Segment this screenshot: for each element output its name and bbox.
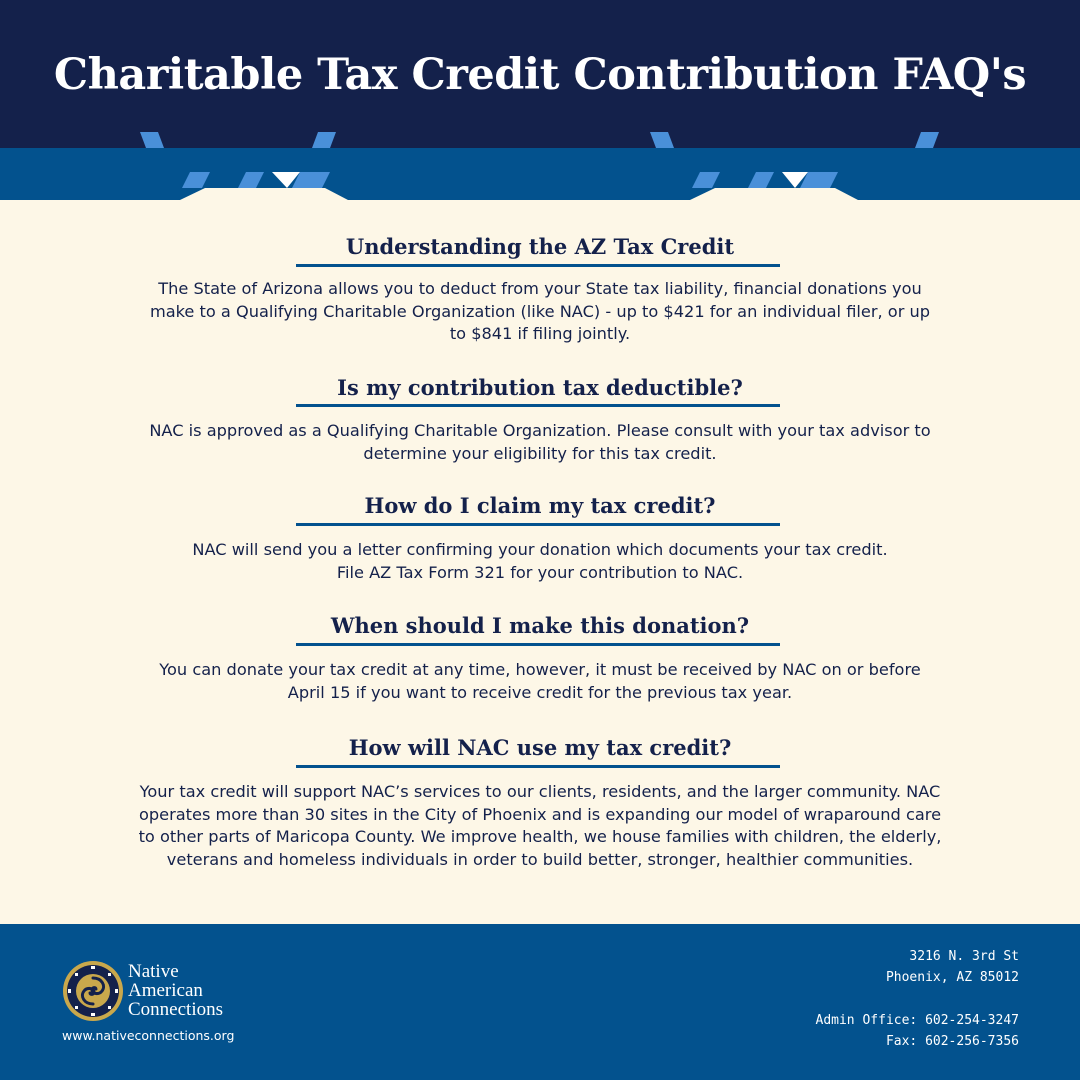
decorative-pattern [0, 128, 1080, 202]
organization-name: Native American Connections [128, 961, 223, 1020]
website-link[interactable]: www.nativeconnections.org [62, 1028, 235, 1043]
address-block [699, 946, 1019, 988]
faq-answer: NAC is approved as a Qualifying Charitable Organization. Please consult with your tax advisor to determine your eligibility for this tax credit. [149, 421, 931, 463]
faq-heading: How will NAC use my tax credit? [348, 735, 732, 760]
faq-answer: Your tax credit will support NAC’s services to our clients, residents, and the larger community. NAC operates more than 30 sites in the City of Phoenix and is expanding our model of wraparound care to other parts of Maricopa County. We improve health, we house families with children, the elderly, veterans and homeless individuals in order to build better, stronger, healthier communities. [138, 782, 942, 869]
heading-underline [296, 643, 780, 646]
address-line: 3216 N. 3rd St [909, 949, 1019, 964]
heading-underline [296, 264, 780, 267]
heading-underline [296, 523, 780, 526]
faq-heading: Is my contribution tax deductible? [337, 375, 743, 400]
faq-heading: When should I make this donation? [330, 613, 750, 638]
heading-underline [296, 765, 780, 768]
fax-number: Fax: 602-256-7356 [885, 1034, 1019, 1049]
page-title: Charitable Tax Credit Contribution FAQ's [53, 50, 1027, 100]
heading-underline [296, 404, 780, 407]
phone-block [699, 1010, 1019, 1052]
faq-answer: You can donate your tax credit at any time, however, it must be received by NAC on or before April 15 if you want to receive credit for the previous tax year. [159, 660, 921, 702]
faq-answer: NAC will send you a letter confirming your donation which documents your tax credit. File AZ Tax Form 321 for your contribution to NAC. [192, 540, 888, 582]
admin-phone: Admin Office: 602-254-3247 [815, 1013, 1019, 1028]
native-american-connections-logo-icon [62, 960, 124, 1022]
faq-answer: The State of Arizona allows you to deduct from your State tax liability, financial donations you make to a Qualifying Charitable Organization (like NAC) - up to $421 for an individual filer, or up to $841 if filing jointly. [149, 279, 931, 343]
faq-heading: How do I claim my tax credit? [364, 493, 716, 518]
address-line: Phoenix, AZ 85012 [885, 970, 1019, 985]
faq-heading: Understanding the AZ Tax Credit [345, 234, 735, 259]
